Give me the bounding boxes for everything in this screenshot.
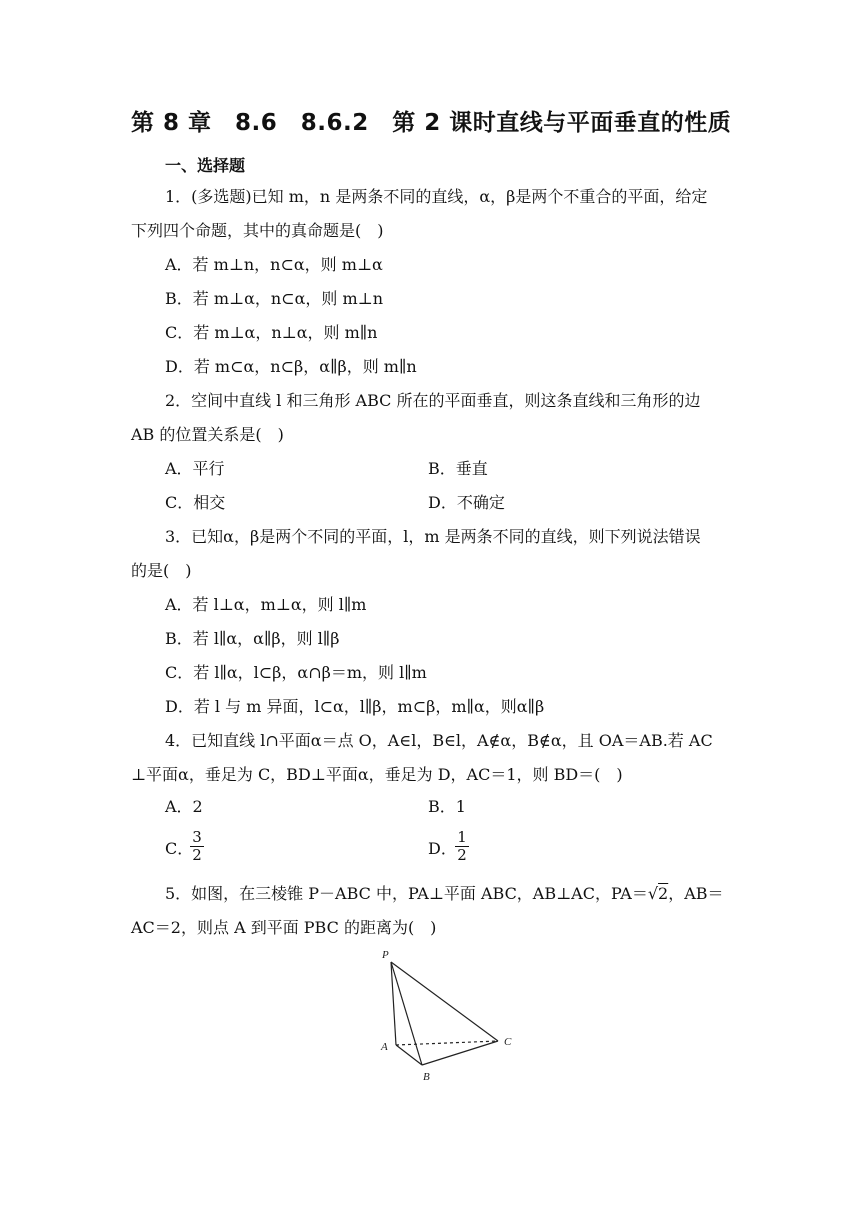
q2-option-b: B．垂直 [428,459,488,478]
section-heading: 一、选择题 [165,156,246,175]
edge-ab [396,1045,422,1065]
q3-stem-line1: 3．已知α，β是两个不同的平面，l，m 是两条不同的直线，则下列说法错误 [165,527,701,546]
q3-option-a: A．若 l⊥α，m⊥α，则 l∥m [165,595,367,614]
q4-option-d-denominator: 2 [455,846,469,864]
q2-option-c: C．相交 [165,493,226,512]
q4-option-d-fraction [455,829,469,864]
q5-stem-part1: 5．如图，在三棱锥 P－ABC 中，PA⊥平面 ABC，AB⊥AC，PA＝ [165,884,648,903]
page-title: 第 8 章 8.6 8.6.2 第 2 课时直线与平面垂直的性质 [131,110,732,136]
q4-option-c-fraction [190,829,204,864]
vertex-label-c: C [504,1036,512,1048]
q4-option-d-label: D． [428,839,457,858]
q3-option-d: D．若 l 与 m 异面，l⊂α，l∥β，m⊂β，m∥α，则α∥β [165,697,545,716]
q4-option-a: A．2 [165,797,203,816]
q1-stem-line1: 1．(多选题)已知 m，n 是两条不同的直线，α，β是两个不重合的平面，给定 [165,187,708,206]
edge-pb [391,962,422,1065]
q5-sqrt-radicand: 2 [658,884,669,903]
q2-stem-line2: AB 的位置关系是( ) [131,425,284,444]
q5-stem-line2: AC＝2，则点 A 到平面 PBC 的距离为( ) [131,918,437,937]
q1-option-b: B．若 m⊥α，n⊂α，则 m⊥n [165,289,383,308]
q3-option-c: C．若 l∥α，l⊂β，α∩β＝m，则 l∥m [165,663,427,682]
q1-option-c: C．若 m⊥α，n⊥α，则 m∥n [165,323,378,342]
pyramid-figure [370,942,530,1092]
q1-option-a: A．若 m⊥n，n⊂α，则 m⊥α [165,255,383,274]
q2-option-d: D．不确定 [428,493,505,512]
q3-option-b: B．若 l∥α，α∥β，则 l∥β [165,629,340,648]
vertex-label-a: A [381,1041,388,1053]
vertex-label-p: P [382,949,389,961]
edge-pc [391,962,498,1041]
edge-ac-hidden [396,1041,498,1045]
q4-option-c-label: C． [165,839,194,858]
q2-stem-line1: 2．空间中直线 l 和三角形 ABC 所在的平面垂直，则这条直线和三角形的边 [165,391,701,410]
q2-option-a: A．平行 [165,459,225,478]
q4-option-c-denominator: 2 [190,846,204,864]
edge-bc [422,1041,498,1065]
vertex-label-b: B [423,1071,430,1083]
q4-option-d-numerator: 1 [457,828,467,846]
q3-stem-line2: 的是( ) [131,561,192,580]
sqrt-icon: √ [647,884,659,903]
q4-stem-line2: ⊥平面α，垂足为 C，BD⊥平面α，垂足为 D，AC＝1，则 BD＝( ) [131,765,623,784]
q4-stem-line1: 4．已知直线 l∩平面α＝点 O，A∈l，B∈l，A∉α，B∉α，且 OA＝AB.若 AC [165,731,713,750]
q4-option-b: B．1 [428,797,466,816]
q1-option-d: D．若 m⊂α，n⊂β，α∥β，则 m∥n [165,357,417,376]
q5-stem-part2: ，AB＝ [668,884,724,903]
q5-stem-line1 [165,883,724,905]
q4-option-c-numerator: 3 [192,828,202,846]
q1-stem-line2: 下列四个命题，其中的真命题是( ) [131,221,384,240]
